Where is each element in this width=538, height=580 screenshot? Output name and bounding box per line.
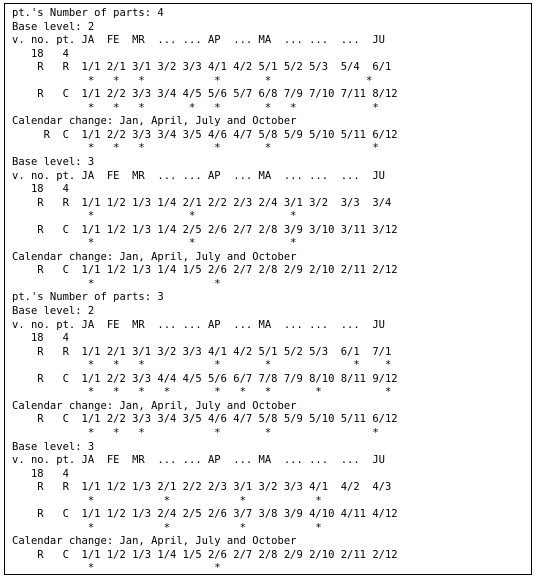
listing-line: Calendar change: Jan, April, July and October	[12, 250, 297, 263]
listing-line: 18 4	[12, 332, 69, 345]
listing-line: R C 1/1 2/2 3/3 4/4 4/5 5/6 6/7 7/8 7/9 8/10 8/11 9/12	[12, 372, 398, 385]
listing-line: v. no. pt. JA FE MR ... ... AP ... MA ... ... ... JU	[12, 454, 385, 467]
listing-line: * * * * * *	[12, 426, 379, 439]
listing-line: R C 1/1 1/2 1/3 1/4 2/5 2/6 2/7 2/8 3/9 3/10 3/11 3/12	[12, 223, 398, 236]
listing-line: 18 4	[12, 183, 69, 196]
version-listing	[12, 7, 398, 576]
listing-line: 18 4	[12, 47, 69, 60]
listing-line: Base level: 2	[12, 305, 95, 318]
listing-line: * * *	[12, 210, 297, 223]
listing-line: * * * * * * * *	[12, 101, 379, 114]
listing-line: R R 1/1 1/2 1/3 2/1 2/2 2/3 3/1 3/2 3/3 4/1 4/2 4/3	[12, 481, 392, 494]
listing-line: * * * *	[12, 494, 322, 507]
listing-frame	[4, 3, 532, 575]
listing-line: R R 1/1 1/2 1/3 1/4 2/1 2/2 2/3 2/4 3/1 3/2 3/3 3/4	[12, 196, 392, 209]
listing-line: R C 1/1 2/2 3/3 3/4 4/5 5/6 5/7 6/8 7/9 7/10 7/11 8/12	[12, 88, 398, 101]
listing-line: * * * * * *	[12, 74, 373, 87]
listing-line: * * *	[12, 237, 297, 250]
listing-line: * *	[12, 562, 221, 575]
listing-line: R C 1/1 2/2 3/3 3/4 3/5 4/6 4/7 5/8 5/9 5/10 5/11 6/12	[12, 413, 398, 426]
listing-line: * * * *	[12, 521, 322, 534]
listing-line: R R 1/1 2/1 3/1 3/2 3/3 4/1 4/2 5/1 5/2 5/3 5/4 6/1	[12, 61, 392, 74]
listing-line: R C 1/1 1/2 1/3 1/4 1/5 2/6 2/7 2/8 2/9 2/10 2/11 2/12	[12, 548, 398, 561]
listing-line: R C 1/1 2/2 3/3 3/4 3/5 4/6 4/7 5/8 5/9 5/10 5/11 6/12	[12, 128, 398, 141]
listing-line: v. no. pt. JA FE MR ... ... AP ... MA ... ... ... JU	[12, 169, 385, 182]
listing-line: R C 1/1 1/2 1/3 1/4 1/5 2/6 2/7 2/8 2/9 2/10 2/11 2/12	[12, 264, 398, 277]
listing-line: Base level: 2	[12, 20, 95, 33]
listing-line: Calendar change: Jan, April, July and October	[12, 115, 297, 128]
listing-line: pt.'s Number of parts: 3	[12, 291, 164, 304]
listing-line: * *	[12, 277, 221, 290]
listing-line: * * * * * * * * *	[12, 386, 392, 399]
listing-line: Calendar change: Jan, April, July and October	[12, 399, 297, 412]
listing-line: R R 1/1 2/1 3/1 3/2 3/3 4/1 4/2 5/1 5/2 5/3 6/1 7/1	[12, 345, 392, 358]
listing-line: Base level: 3	[12, 440, 95, 453]
listing-line: * * * * * *	[12, 142, 379, 155]
listing-line: 18 4	[12, 467, 69, 480]
listing-line: * * * * * * *	[12, 359, 392, 372]
listing-line: v. no. pt. JA FE MR ... ... AP ... MA ... ... ... JU	[12, 34, 385, 47]
listing-line: pt.'s Number of parts: 4	[12, 7, 164, 19]
listing-line: v. no. pt. JA FE MR ... ... AP ... MA ... ... ... JU	[12, 318, 385, 331]
listing-line: Calendar change: Jan, April, July and October	[12, 535, 297, 548]
listing-line: Base level: 3	[12, 156, 95, 169]
listing-line: R C 1/1 1/2 1/3 2/4 2/5 2/6 3/7 3/8 3/9 4/10 4/11 4/12	[12, 508, 398, 521]
